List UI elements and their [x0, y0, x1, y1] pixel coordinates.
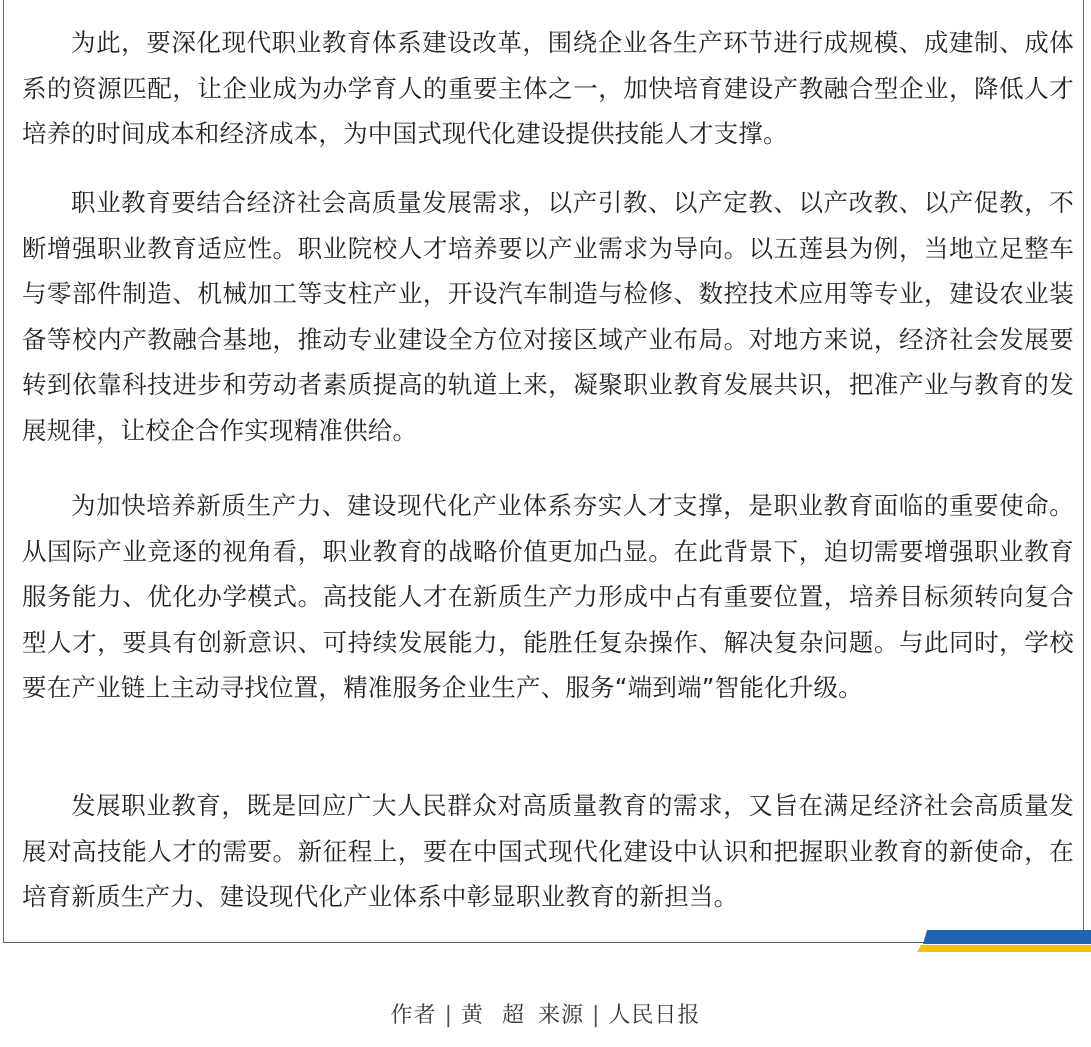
article-credit [0, 998, 1091, 1034]
article-body-box [3, 0, 1084, 943]
credit-separator: | [444, 1003, 453, 1028]
author-name: 黄 超 [460, 1003, 530, 1028]
accent-blue-stripe [923, 930, 1091, 944]
article-paragraph-2: 职业教育要结合经济社会高质量发展需求，以产引教、以产定教、以产改教、以产促教，不断增强职业教育适应性。职业院校人才培养要以产业需求为导向。以五莲县为例，当地立足整车与零部件制造、机械加工等支柱产业，开设汽车制造与检修、数控技术应用等专业，建设农业装备等校内产教融合基地，推动专业建设全方位对接区域产业布局。对地方来说，经济社会发展要转到依靠科技进步和劳动者素质提高的轨道上来，凝聚职业教育发展共识，把准产业与教育的发展规律，让校企合作实现精准供给。 [22, 188, 1074, 445]
author-label: 作者 [390, 1003, 437, 1028]
article-paragraph-1: 为此，要深化现代职业教育体系建设改革，围绕企业各生产环节进行成规模、成建制、成体系的资源匹配，让企业成为办学育人的重要主体之一，加快培育建设产教融合型企业，降低人才培养的时间成本和经济成本，为中国式现代化建设提供技能人才支撑。 [22, 28, 1074, 148]
article-paragraph-3: 为加快培养新质生产力、建设现代化产业体系夯实人才支撑，是职业教育面临的重要使命。从国际产业竞逐的视角看，职业教育的战略价值更加凸显。在此背景下，迫切需要增强职业教育服务能力、优化办学模式。高技能人才在新质生产力形成中占有重要位置，培养目标须转向复合型人才，要具有创新意识、可持续发展能力，能胜任复杂操作、解决复杂问题。与此同时，学校要在产业链上主动寻找位置，精准服务企业生产、服务“端到端”智能化升级。 [22, 491, 1074, 702]
credit-separator: | [592, 1003, 601, 1028]
source-label: 来源 [537, 1003, 584, 1028]
article-paragraph-4: 发展职业教育，既是回应广大人民群众对高质量教育的需求，又旨在满足经济社会高质量发展对高技能人才的需要。新征程上，要在中国式现代化建设中认识和把握职业教育的新使命，在培育新质生产力、建设现代化产业体系中彰显职业教育的新担当。 [22, 791, 1074, 911]
source-name: 人民日报 [608, 1003, 701, 1028]
accent-yellow-stripe [917, 945, 1091, 952]
corner-accent-stripes [915, 928, 1091, 954]
